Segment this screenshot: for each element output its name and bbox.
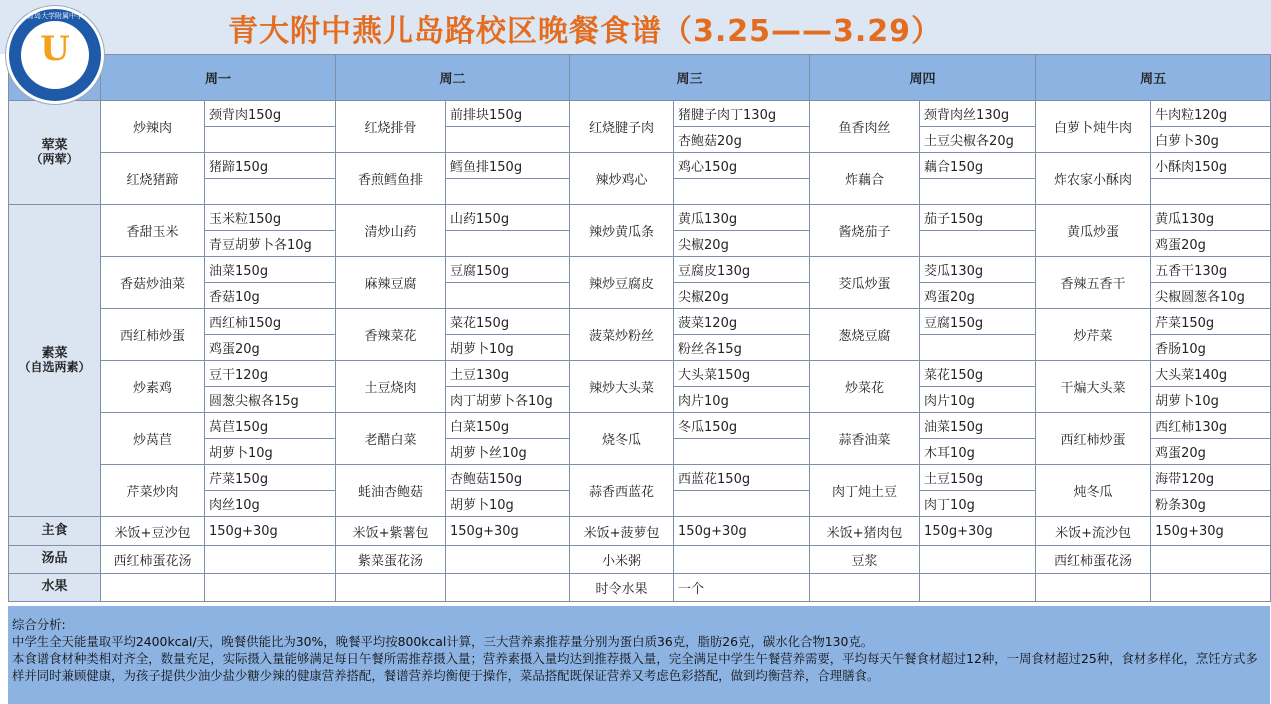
dish-name: 炒菜花 bbox=[810, 361, 920, 413]
day-header: 周二 bbox=[336, 55, 570, 101]
dish-name: 麻辣豆腐 bbox=[336, 257, 446, 309]
day-header: 周一 bbox=[101, 55, 336, 101]
menu-row bbox=[9, 361, 1271, 387]
dish-name: 蚝油杏鲍菇 bbox=[336, 465, 446, 517]
ingredient: 粉丝各15g bbox=[674, 335, 810, 361]
ingredient: 芹菜150g bbox=[205, 465, 336, 491]
ingredient: 胡萝卜10g bbox=[446, 491, 570, 517]
category-soup bbox=[9, 546, 101, 574]
ingredient bbox=[446, 179, 570, 205]
ingredient: 白菜150g bbox=[446, 413, 570, 439]
menu-row-soup bbox=[9, 546, 1271, 574]
ingredient: 山药150g bbox=[446, 205, 570, 231]
ingredient bbox=[920, 335, 1036, 361]
fruit-amount bbox=[446, 574, 570, 602]
dish-name: 炒芹菜 bbox=[1036, 309, 1151, 361]
dish-name: 辣炒大头菜 bbox=[570, 361, 674, 413]
ingredient: 鳕鱼排150g bbox=[446, 153, 570, 179]
menu-row bbox=[9, 205, 1271, 231]
dish-name: 辣炒鸡心 bbox=[570, 153, 674, 205]
ingredient: 土豆尖椒各20g bbox=[920, 127, 1036, 153]
ingredient: 芹菜150g bbox=[1151, 309, 1271, 335]
dish-name: 炸农家小酥肉 bbox=[1036, 153, 1151, 205]
menu-row bbox=[9, 465, 1271, 491]
menu-table bbox=[8, 54, 1271, 602]
staple-amount: 150g+30g bbox=[446, 517, 570, 546]
dish-name: 干煸大头菜 bbox=[1036, 361, 1151, 413]
fruit-dish: 时令水果 bbox=[570, 574, 674, 602]
category-staple bbox=[9, 517, 101, 546]
ingredient: 胡萝卜丝10g bbox=[446, 439, 570, 465]
ingredient bbox=[205, 127, 336, 153]
ingredient: 香肠10g bbox=[1151, 335, 1271, 361]
category-sub: （两荤） bbox=[30, 152, 79, 167]
staple-dish: 米饭+猪肉包 bbox=[810, 517, 920, 546]
fruit-amount bbox=[1151, 574, 1271, 602]
summary-line: 本食谱食材种类相对齐全，数量充足，实际摄入量能够满足每日午餐所需推荐摄入量；营养素摄入量均达到推荐摄入量，完全满足中学生午餐营养需要，平均每天午餐食材超过12种，一周食材超过25种，食材多样化，烹饪方式多样并同时兼顾健康，为孩子提供少油少盐少糖少辣的健康营养搭配，餐谱营养均衡便于操作，菜品搭配既保证营养又考虑色彩搭配，做到均衡营养，合理膳食。 bbox=[12, 651, 1258, 683]
ingredient: 肉片10g bbox=[674, 387, 810, 413]
ingredient: 尖椒圆葱各10g bbox=[1151, 283, 1271, 309]
dish-name: 香甜玉米 bbox=[101, 205, 205, 257]
ingredient: 大头菜140g bbox=[1151, 361, 1271, 387]
dish-name: 炸藕合 bbox=[810, 153, 920, 205]
ingredient: 圆葱尖椒各15g bbox=[205, 387, 336, 413]
soup-dish: 西红柿蛋花汤 bbox=[101, 546, 205, 574]
ingredient: 大头菜150g bbox=[674, 361, 810, 387]
logo-mark: U bbox=[40, 29, 70, 69]
category-fruit bbox=[9, 574, 101, 602]
dish-name: 香辣五香干 bbox=[1036, 257, 1151, 309]
ingredient: 豆腐皮130g bbox=[674, 257, 810, 283]
dish-name: 老醋白菜 bbox=[336, 413, 446, 465]
ingredient: 香菇10g bbox=[205, 283, 336, 309]
fruit-dish bbox=[810, 574, 920, 602]
ingredient: 胡萝卜10g bbox=[205, 439, 336, 465]
ingredient: 海带120g bbox=[1151, 465, 1271, 491]
ingredient: 尖椒20g bbox=[674, 231, 810, 257]
ingredient: 黄瓜130g bbox=[674, 205, 810, 231]
school-logo bbox=[6, 6, 104, 104]
dish-name: 红烧猪蹄 bbox=[101, 153, 205, 205]
ingredient: 鸡蛋20g bbox=[205, 335, 336, 361]
dish-name: 土豆烧肉 bbox=[336, 361, 446, 413]
soup-amount bbox=[1151, 546, 1271, 574]
ingredient: 颈背肉丝130g bbox=[920, 101, 1036, 127]
dish-name: 茭瓜炒蛋 bbox=[810, 257, 920, 309]
ingredient: 五香干130g bbox=[1151, 257, 1271, 283]
ingredient: 莴苣150g bbox=[205, 413, 336, 439]
ingredient: 前排块150g bbox=[446, 101, 570, 127]
ingredient bbox=[446, 231, 570, 257]
ingredient bbox=[205, 179, 336, 205]
ingredient: 猪腱子肉丁130g bbox=[674, 101, 810, 127]
ingredient: 尖椒20g bbox=[674, 283, 810, 309]
dish-name: 蒜香油菜 bbox=[810, 413, 920, 465]
ingredient: 青豆胡萝卜各10g bbox=[205, 231, 336, 257]
summary-line: 中学生全天能量取平均2400kcal/天，晚餐供能比为30%，晚餐平均按800kcal计算，三大营养素推荐量分别为蛋白质36克，脂肪26克，碳水化合物130克。 bbox=[12, 634, 874, 649]
category-meat bbox=[9, 101, 101, 205]
ingredient: 鸡蛋20g bbox=[1151, 439, 1271, 465]
soup-amount bbox=[674, 546, 810, 574]
dish-name: 红烧腱子肉 bbox=[570, 101, 674, 153]
ingredient: 颈背肉150g bbox=[205, 101, 336, 127]
staple-amount: 150g+30g bbox=[1151, 517, 1271, 546]
dish-name: 辣炒黄瓜条 bbox=[570, 205, 674, 257]
summary-heading: 综合分析: bbox=[12, 617, 66, 632]
ingredient: 肉丝10g bbox=[205, 491, 336, 517]
menu-row-staple bbox=[9, 517, 1271, 546]
ingredient: 藕合150g bbox=[920, 153, 1036, 179]
dish-name: 鱼香肉丝 bbox=[810, 101, 920, 153]
fruit-amount bbox=[920, 574, 1036, 602]
ingredient: 鸡心150g bbox=[674, 153, 810, 179]
ingredient: 油菜150g bbox=[920, 413, 1036, 439]
category-label: 水果 bbox=[41, 579, 68, 595]
ingredient: 胡萝卜10g bbox=[446, 335, 570, 361]
dish-name: 烧冬瓜 bbox=[570, 413, 674, 465]
dish-name: 葱烧豆腐 bbox=[810, 309, 920, 361]
title-bar bbox=[0, 0, 1271, 54]
staple-dish: 米饭+紫薯包 bbox=[336, 517, 446, 546]
dish-name: 炒素鸡 bbox=[101, 361, 205, 413]
category-label: 主食 bbox=[41, 522, 68, 538]
soup-dish: 西红柿蛋花汤 bbox=[1036, 546, 1151, 574]
ingredient: 西红柿150g bbox=[205, 309, 336, 335]
dish-name: 白萝卜炖牛肉 bbox=[1036, 101, 1151, 153]
dish-name: 清炒山药 bbox=[336, 205, 446, 257]
fruit-amount: 一个 bbox=[674, 574, 810, 602]
ingredient: 豆干120g bbox=[205, 361, 336, 387]
ingredient: 木耳10g bbox=[920, 439, 1036, 465]
dish-name: 西红柿炒蛋 bbox=[101, 309, 205, 361]
menu-row bbox=[9, 413, 1271, 439]
ingredient: 菜花150g bbox=[920, 361, 1036, 387]
dish-name: 黄瓜炒蛋 bbox=[1036, 205, 1151, 257]
logo-ring-text: 青岛大学附属中学 bbox=[27, 12, 83, 20]
dish-name: 蒜香西蓝花 bbox=[570, 465, 674, 517]
category-sub: （自选两素） bbox=[18, 360, 91, 375]
ingredient: 杏鲍菇150g bbox=[446, 465, 570, 491]
ingredient: 鸡蛋20g bbox=[920, 283, 1036, 309]
ingredient: 菠菜120g bbox=[674, 309, 810, 335]
soup-dish: 小米粥 bbox=[570, 546, 674, 574]
ingredient: 土豆150g bbox=[920, 465, 1036, 491]
staple-dish: 米饭+菠萝包 bbox=[570, 517, 674, 546]
fruit-dish bbox=[336, 574, 446, 602]
ingredient: 白萝卜30g bbox=[1151, 127, 1271, 153]
ingredient: 杏鲍菇20g bbox=[674, 127, 810, 153]
dish-name: 香菇炒油菜 bbox=[101, 257, 205, 309]
category-veg bbox=[9, 205, 101, 517]
ingredient: 牛肉粒120g bbox=[1151, 101, 1271, 127]
staple-dish: 米饭+豆沙包 bbox=[101, 517, 205, 546]
summary-panel bbox=[8, 606, 1270, 704]
staple-amount: 150g+30g bbox=[674, 517, 810, 546]
dish-name: 香辣菜花 bbox=[336, 309, 446, 361]
ingredient: 茭瓜130g bbox=[920, 257, 1036, 283]
category-label: 素菜 bbox=[41, 345, 68, 361]
ingredient bbox=[1151, 179, 1271, 205]
ingredient: 肉丁胡萝卜各10g bbox=[446, 387, 570, 413]
soup-amount bbox=[205, 546, 336, 574]
fruit-dish bbox=[1036, 574, 1151, 602]
logo-emblem bbox=[21, 21, 89, 89]
dish-name: 炒莴苣 bbox=[101, 413, 205, 465]
menu-row bbox=[9, 101, 1271, 127]
dish-name: 辣炒豆腐皮 bbox=[570, 257, 674, 309]
ingredient bbox=[446, 127, 570, 153]
fruit-amount bbox=[205, 574, 336, 602]
ingredient: 猪蹄150g bbox=[205, 153, 336, 179]
ingredient: 油菜150g bbox=[205, 257, 336, 283]
menu-row bbox=[9, 257, 1271, 283]
ingredient: 玉米粒150g bbox=[205, 205, 336, 231]
ingredient: 肉丁10g bbox=[920, 491, 1036, 517]
day-header: 周四 bbox=[810, 55, 1036, 101]
ingredient: 鸡蛋20g bbox=[1151, 231, 1271, 257]
category-label: 汤品 bbox=[41, 551, 68, 567]
ingredient: 肉片10g bbox=[920, 387, 1036, 413]
ingredient: 胡萝卜10g bbox=[1151, 387, 1271, 413]
day-header: 周三 bbox=[570, 55, 810, 101]
dish-name: 炖冬瓜 bbox=[1036, 465, 1151, 517]
ingredient: 西红柿130g bbox=[1151, 413, 1271, 439]
ingredient: 菜花150g bbox=[446, 309, 570, 335]
staple-amount: 150g+30g bbox=[205, 517, 336, 546]
day-header: 周五 bbox=[1036, 55, 1271, 101]
ingredient: 豆腐150g bbox=[446, 257, 570, 283]
ingredient: 小酥肉150g bbox=[1151, 153, 1271, 179]
menu-row bbox=[9, 309, 1271, 335]
dish-name: 红烧排骨 bbox=[336, 101, 446, 153]
ingredient bbox=[674, 491, 810, 517]
ingredient bbox=[920, 179, 1036, 205]
dish-name: 酱烧茄子 bbox=[810, 205, 920, 257]
menu-row bbox=[9, 153, 1271, 179]
dish-name: 肉丁炖土豆 bbox=[810, 465, 920, 517]
ingredient: 粉条30g bbox=[1151, 491, 1271, 517]
ingredient: 西蓝花150g bbox=[674, 465, 810, 491]
dish-name: 炒辣肉 bbox=[101, 101, 205, 153]
staple-dish: 米饭+流沙包 bbox=[1036, 517, 1151, 546]
ingredient: 土豆130g bbox=[446, 361, 570, 387]
ingredient bbox=[446, 283, 570, 309]
ingredient: 茄子150g bbox=[920, 205, 1036, 231]
dish-name: 香煎鳕鱼排 bbox=[336, 153, 446, 205]
ingredient bbox=[674, 439, 810, 465]
category-label: 荤菜 bbox=[41, 137, 68, 153]
ingredient bbox=[674, 179, 810, 205]
ingredient: 冬瓜150g bbox=[674, 413, 810, 439]
dish-name: 芹菜炒肉 bbox=[101, 465, 205, 517]
soup-amount bbox=[920, 546, 1036, 574]
soup-dish: 紫菜蛋花汤 bbox=[336, 546, 446, 574]
soup-dish: 豆浆 bbox=[810, 546, 920, 574]
dish-name: 西红柿炒蛋 bbox=[1036, 413, 1151, 465]
menu-row-fruit bbox=[9, 574, 1271, 602]
ingredient: 黄瓜130g bbox=[1151, 205, 1271, 231]
dish-name: 菠菜炒粉丝 bbox=[570, 309, 674, 361]
page-title: 青大附中燕儿岛路校区晚餐食谱（3.25——3.29） bbox=[228, 14, 943, 49]
ingredient bbox=[920, 231, 1036, 257]
staple-amount: 150g+30g bbox=[920, 517, 1036, 546]
fruit-dish bbox=[101, 574, 205, 602]
soup-amount bbox=[446, 546, 570, 574]
ingredient: 豆腐150g bbox=[920, 309, 1036, 335]
